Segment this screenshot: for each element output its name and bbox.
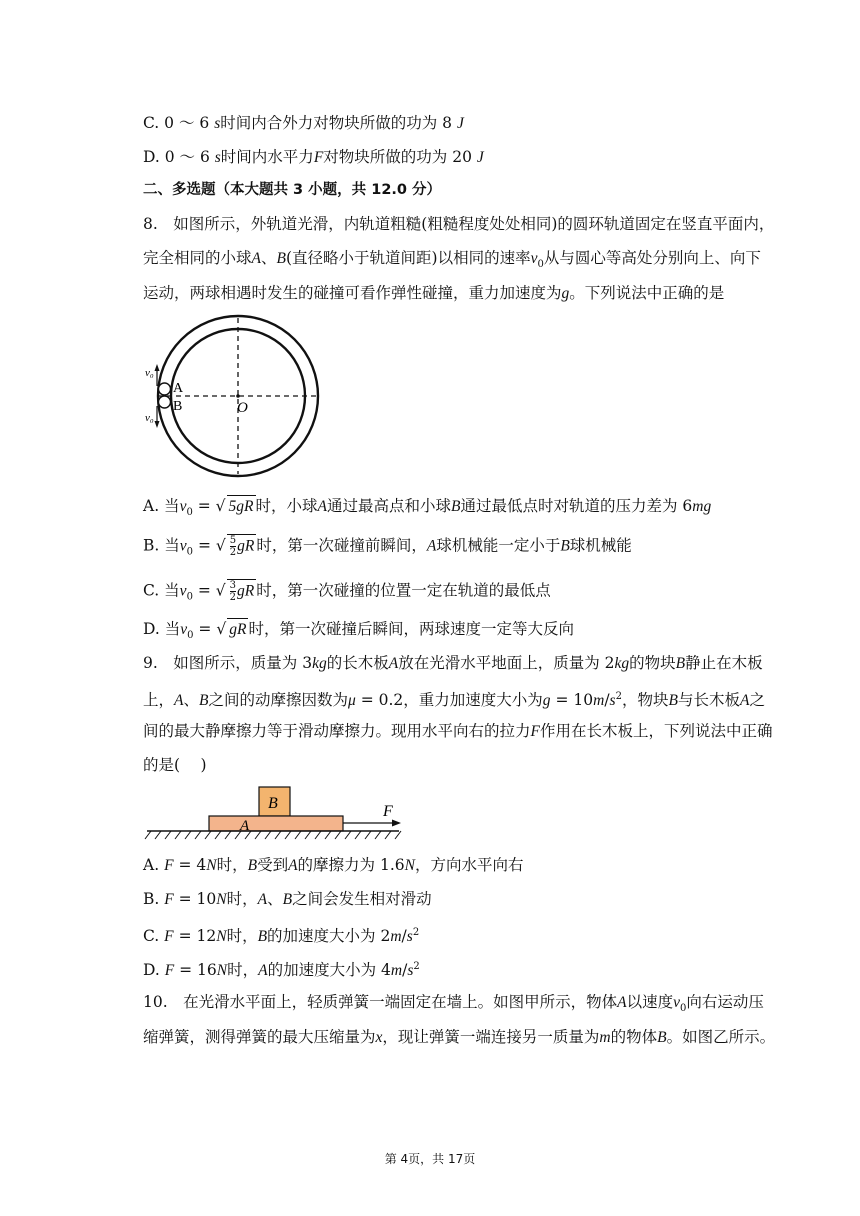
q9-option-d: D. F = 16N时，A的加速度大小为 $4m/s^2$ bbox=[143, 961, 420, 980]
q10-stem-line1: 10. 在光滑水平面上，轻质弹簧一端固定在墙上。如图甲所示，物体A以速度$v_0$向右运动压 bbox=[143, 993, 764, 1015]
q9-stem-line4: 的是( ) bbox=[143, 756, 207, 774]
label-f: F bbox=[383, 803, 393, 820]
q9-stem-line1: 9. 如图所示，质量为 3kg的长木板A放在光滑水平地面上，质量为 2kg的物块B静止在木板 bbox=[143, 654, 763, 672]
q9-option-b: B. F = 10N时，A、B之间会发生相对滑动 bbox=[143, 890, 432, 908]
q9-stem-line2: 上，A、B之间的动摩擦因数为μ = 0.2，重力加速度大小为$g = 10m/s^2$，物块B与长木板A之 bbox=[143, 691, 765, 710]
label-a: A bbox=[173, 381, 184, 396]
q8-figure-ring-track bbox=[140, 312, 325, 484]
label-a: A bbox=[240, 818, 250, 834]
q8-stem-line1: 8. 如图所示，外轨道光滑，内轨道粗糙(粗糙程度处处相同)的圆环轨道固定在竖直平面内， bbox=[143, 215, 775, 233]
q8-stem-line2: 完全相同的小球A、B(直径略小于轨道间距)以相同的速率$v_0$从与圆心等高处分别向上、向下 bbox=[143, 249, 761, 271]
page-footer: 第 4页，共 17页 bbox=[384, 1152, 476, 1166]
q7-option-d: D. 0 ～ 6 s时间内水平力F对物块所做的功为 20 J bbox=[143, 148, 484, 166]
q9-option-a: A. F = 4N时，B受到A的摩擦力为 1.6N，方向水平向右 bbox=[143, 856, 524, 874]
arrow-down-head bbox=[155, 421, 160, 428]
q8-option-b: B. 当$v_0$ = √ $\frac{5}{2}$ gR 时，第一次碰撞前瞬间，A球机械能一定小于B球机械能 bbox=[143, 535, 632, 558]
center-dot bbox=[236, 394, 240, 398]
label-b: B bbox=[173, 399, 183, 414]
q8-option-a: A. 当$v_0$ = √ 5gR 时，小球A通过最高点和小球B通过最低点时对轨道的压力差为 6mg bbox=[143, 497, 712, 519]
q8-option-c: C. 当$v_0$ = √ $\frac{3}{2}$ gR 时，第一次碰撞的位置一定在轨道的最低点 bbox=[143, 580, 551, 603]
label-o: O bbox=[237, 400, 248, 416]
force-arrow-head bbox=[392, 820, 401, 827]
label-b: B bbox=[268, 795, 278, 812]
q9-stem-line3: 间的最大静摩擦力等于滑动摩擦力。现用水平向右的拉力F作用在长木板上，下列说法中正确 bbox=[143, 722, 773, 740]
board-a bbox=[209, 816, 343, 831]
q8-stem-line3: 运动，两球相遇时发生的碰撞可看作弹性碰撞，重力加速度为g。下列说法中正确的是 bbox=[143, 284, 725, 302]
ball-a bbox=[159, 383, 171, 395]
q7-option-c: C. 0 ～ 6 s时间内合外力对物块所做的功为 8 J bbox=[143, 114, 464, 132]
section-title: 二、多选题（本大题共 3 小题，共 12.0 分） bbox=[143, 182, 442, 198]
label-v0-top: v₀ bbox=[145, 367, 154, 379]
q10-stem-line2: 缩弹簧，测得弹簧的最大压缩量为x，现让弹簧一端连接另一质量为m的物体B。如图乙所示。 bbox=[143, 1028, 776, 1046]
label-v0-bottom: v₀ bbox=[145, 412, 154, 424]
q9-option-c: C. F = 12N时，B的加速度大小为 $2m/s^2$ bbox=[143, 927, 420, 946]
ball-b bbox=[159, 396, 171, 408]
q8-option-d: D. 当$v_0$ = √ gR 时，第一次碰撞后瞬间，两球速度一定等大反向 bbox=[143, 620, 574, 642]
ground-hatching bbox=[145, 831, 401, 839]
q9-figure-board-block bbox=[143, 783, 405, 843]
arrow-up-head bbox=[155, 364, 160, 371]
